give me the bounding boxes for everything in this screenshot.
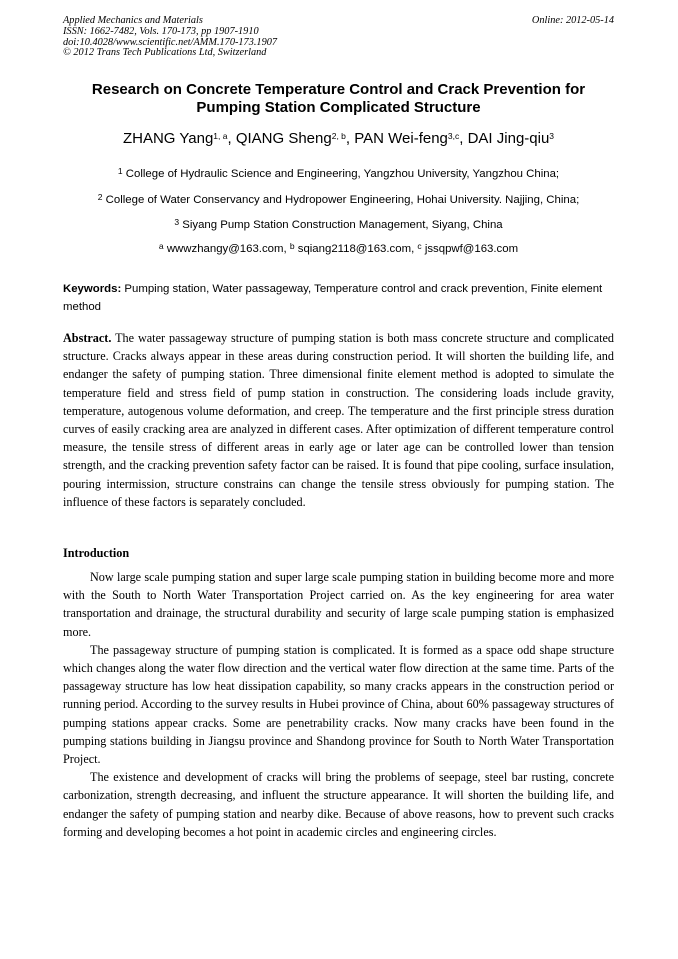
author-name: ZHANG Yang bbox=[122, 130, 214, 147]
author-list: ZHANG Yang$^{1, a}$, QIANG Sheng$^{2, b}$, PAN Wei-feng$^{3,c}$, DAI Jing-qiu$^3$ bbox=[122, 130, 555, 147]
online-date: Online: 2012-05-14 bbox=[531, 15, 614, 26]
abstract-label: Abstract. bbox=[63, 331, 112, 345]
journal-header bbox=[63, 16, 277, 59]
section-heading-introduction: Introduction bbox=[63, 546, 130, 560]
abstract-text: The water passageway structure of pumping station is both mass concrete structure and complicated structure. Cracks always appear in these areas during construction period. It will shorten the building life, and endanger the safety of pumping station. Three dimensional finite element method is adopted to simulate the temperature field and stress field of pump station in construction. The considering loads include gravity, temperature, autogenous volume deformation, and creep. The temperature and the first principle stress duration curves of easily cracking area are analyzed in different cases. After optimization of different temperature control measure, the tensile stress of different areas in early age or later age can be controlled lower than tension strength, and the cracking prevention safety factor can be raised. It is found that pipe cooling, surface insulation, pouring intermission, structure constrains can change the tensile stress obviously for pumping station. The influence of these factors is separately concluded. bbox=[63, 331, 615, 509]
affiliation-3: $^3$ Siyang Pump Station Construction Management, Siyang, China bbox=[174, 217, 503, 231]
paragraph: The existence and development of cracks will bring the problems of seepage, steel bar rusting, concrete carbonization, strength decreasing, and influent the structure appearance. It will shorten the building life, and endanger the safety of pumping station and nearby dike. Because of above reasons, how to prevent such cracks forming and developing becomes a hot point in academic circles and engineering circles. bbox=[63, 770, 614, 839]
keywords-text: Pumping station, Water passageway, Temperature control and crack prevention, Finite element method bbox=[63, 283, 603, 313]
paper-title: Research on Concrete Temperature Control and Crack Prevention for Pumping Station Complicated Structure bbox=[91, 81, 586, 116]
email-list: $^a$ wwwzhangy@163.com, $^b$ sqiang2118@163.com, $^c$ jssqpwf@163.com bbox=[158, 241, 519, 255]
issn-line: ISSN: 1662-7482, Vols. 170-173, pp 1907-1910 bbox=[63, 25, 259, 37]
email-link[interactable]: wwwzhangy@163.com bbox=[166, 243, 284, 255]
paragraph: Now large scale pumping station and super large scale pumping station in building become more and more with the South to North Water Transportation Project carried on. As the key engineering for area water transportation and drainage, the structural durability and security of large scale pumping station is emphasized more. bbox=[63, 570, 614, 639]
affiliation-2: $^2$ College of Water Conservancy and Hydropower Engineering, Hohai University. Najjing, China; bbox=[97, 192, 580, 206]
email-link[interactable]: jssqpwf@163.com bbox=[424, 243, 519, 255]
author-name: QIANG Sheng bbox=[235, 130, 332, 147]
introduction-body bbox=[63, 568, 614, 841]
journal-name: Applied Mechanics and Materials bbox=[63, 15, 203, 26]
doi-line: doi:10.4028/www.scientific.net/AMM.170-173.1907 bbox=[63, 36, 278, 48]
affiliation-1: $^1$ College of Hydraulic Science and Engineering, Yangzhou University, Yangzhou China; bbox=[117, 166, 560, 180]
keywords bbox=[63, 280, 614, 316]
author-name: PAN Wei-feng bbox=[354, 130, 448, 147]
author-sup: 3,c bbox=[447, 131, 460, 141]
author-name: DAI Jing-qiu bbox=[467, 130, 550, 147]
author-sup: 3 bbox=[549, 131, 555, 141]
author-sup: 2, b bbox=[331, 131, 346, 141]
author-sup: 1, a bbox=[213, 131, 228, 141]
copyright-line: © 2012 Trans Tech Publications Ltd, Switzerland bbox=[63, 47, 267, 59]
paragraph: The passageway structure of pumping station is complicated. It is formed as a space odd shape structure which changes along the water flow direction and the vertical water flow direction at the same time. Parts of the passageway structure has low heat dissipation capability, so many cracks appears in the construction period or running period. According to the survey results in Hubei province of China, about 60% passageway structures of pumping stations appear cracks. Some are penetrability cracks. Now many cracks have been found in the pumping stations building in Jiangsu province and Shandong province for South to North Water Transportation Project. bbox=[63, 642, 614, 767]
email-link[interactable]: sqiang2118@163.com bbox=[297, 243, 412, 255]
abstract bbox=[63, 329, 614, 511]
keywords-label: Keywords: bbox=[63, 283, 122, 295]
